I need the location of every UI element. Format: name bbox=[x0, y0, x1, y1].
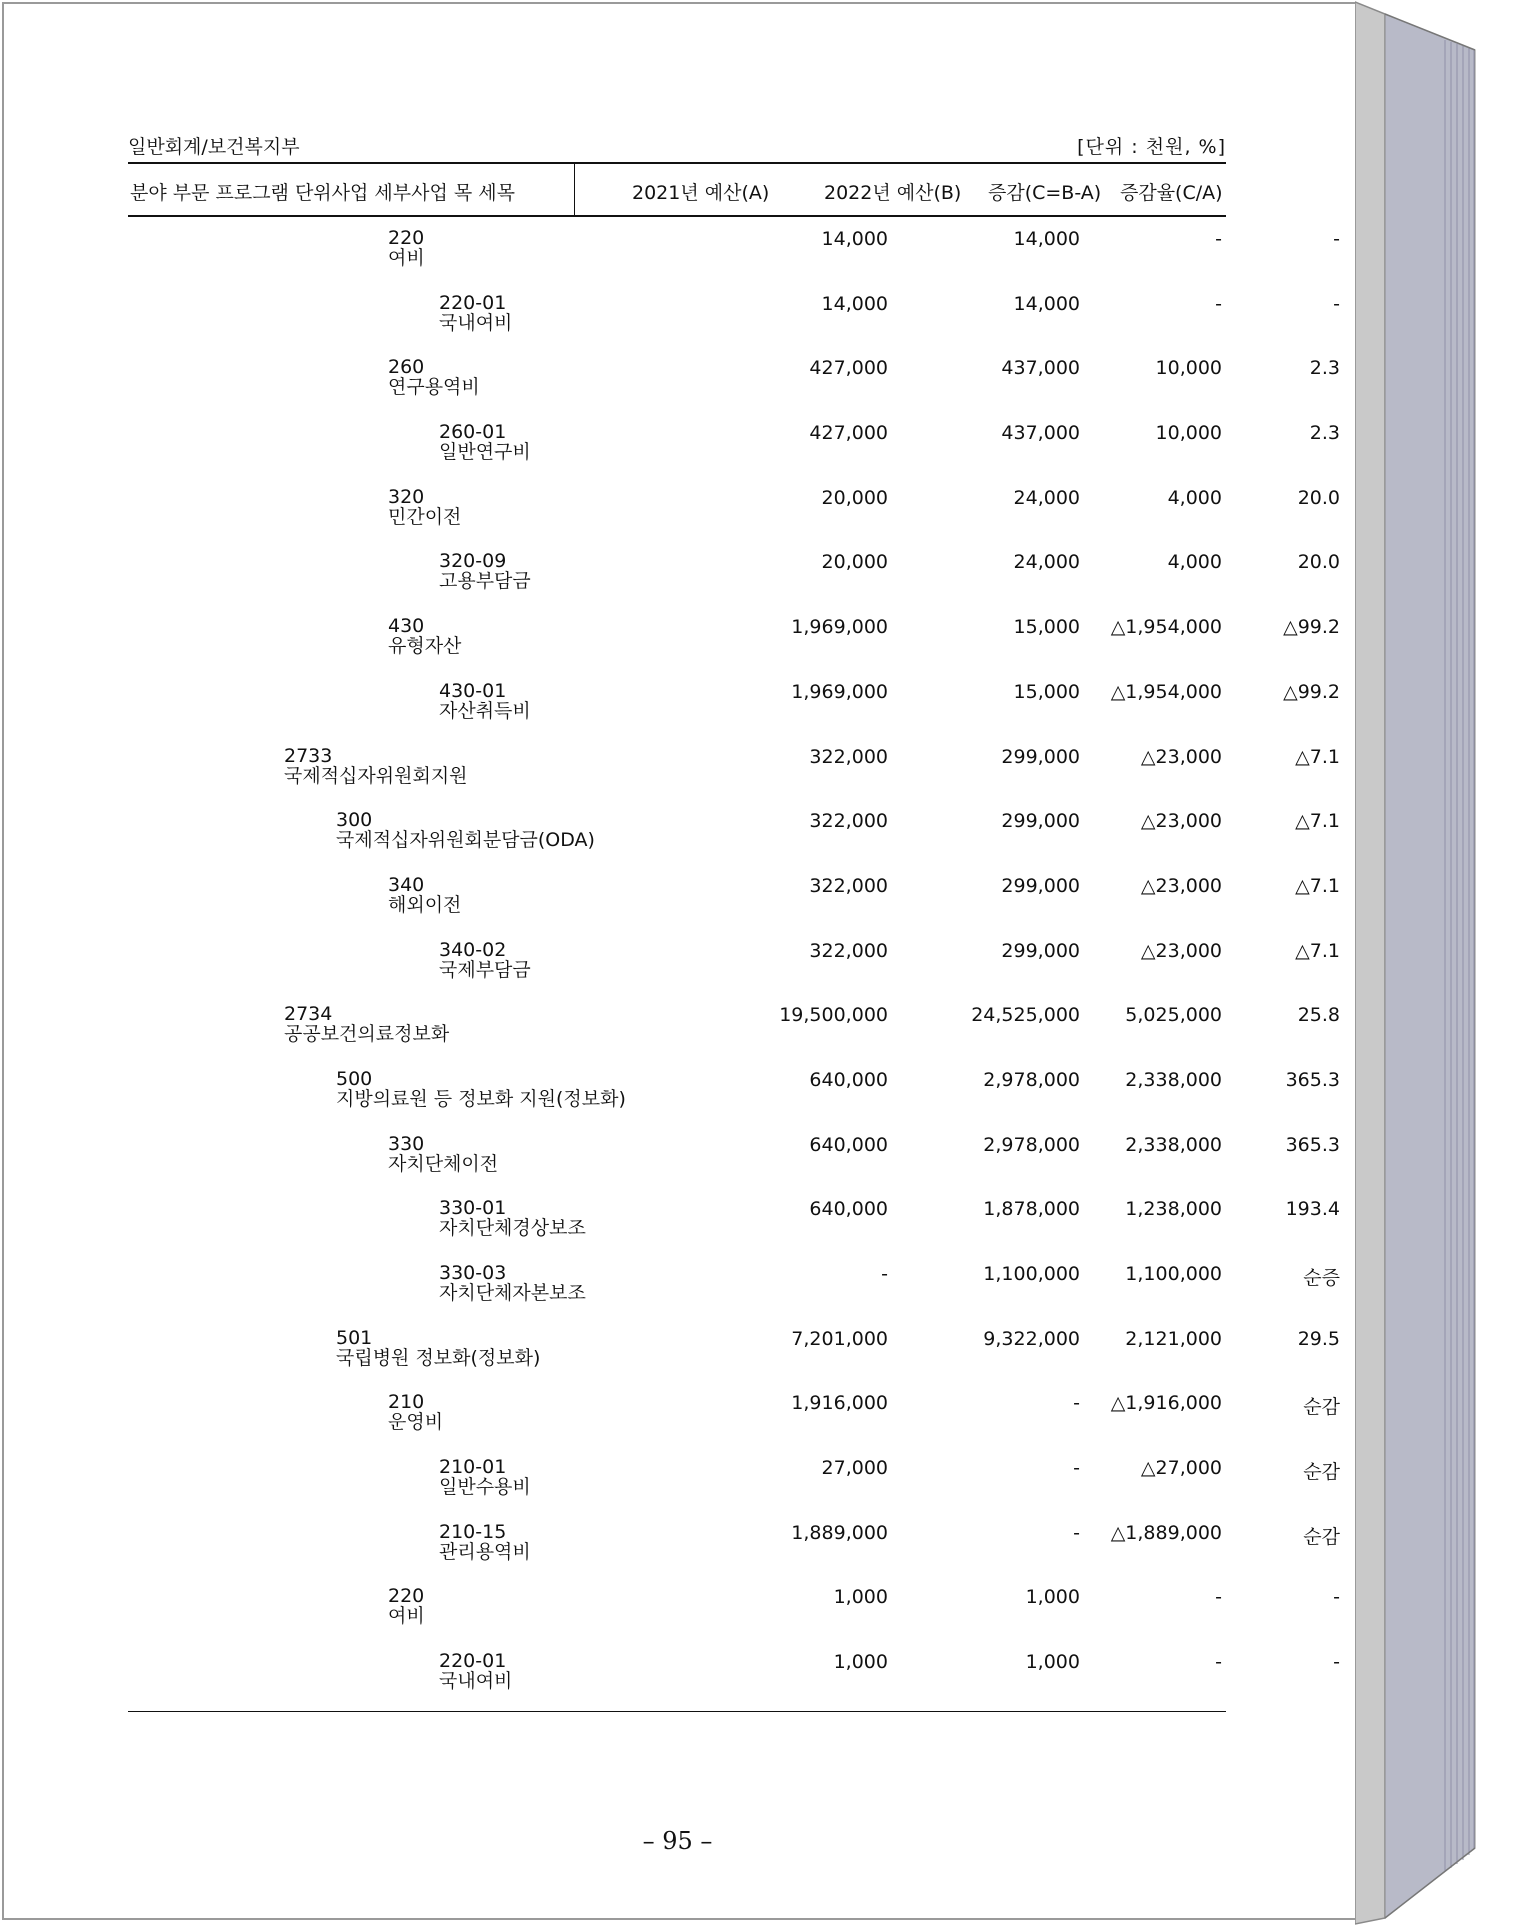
table-row bbox=[128, 998, 1340, 1063]
item-name: 일반연구비 bbox=[439, 441, 531, 464]
table-row bbox=[128, 740, 1340, 805]
change-value: 1,238,000 bbox=[1125, 1198, 1222, 1221]
change-rate-value: 29.5 bbox=[1297, 1327, 1340, 1350]
budget-2022-value: 24,525,000 bbox=[971, 1004, 1080, 1027]
budget-item bbox=[439, 1198, 586, 1238]
item-name: 공공보건의료정보화 bbox=[284, 1023, 450, 1046]
budget-2021-value: 1,916,000 bbox=[791, 1392, 888, 1415]
table-row bbox=[128, 287, 1340, 352]
item-code: 330-03 bbox=[439, 1262, 507, 1284]
change-rate-value: 순감 bbox=[1303, 1396, 1340, 1419]
change-rate-value: △7.1 bbox=[1295, 810, 1340, 833]
budget-2022-value: 2,978,000 bbox=[983, 1133, 1080, 1156]
item-code: 210-15 bbox=[439, 1520, 507, 1543]
budget-2021-value: - bbox=[881, 1263, 888, 1285]
budget-item bbox=[388, 616, 461, 656]
column-change: 증감(C=B-A) bbox=[988, 182, 1102, 204]
budget-2022-value: 1,000 bbox=[1025, 1651, 1080, 1674]
budget-item bbox=[439, 1263, 586, 1303]
table-row bbox=[128, 804, 1340, 869]
change-rate-value: 20.0 bbox=[1297, 486, 1340, 509]
change-value: △23,000 bbox=[1140, 939, 1222, 962]
change-rate-value: - bbox=[1333, 1586, 1340, 1609]
item-name: 국제적십자위원회분담금(ODA) bbox=[336, 829, 595, 852]
item-code: 260-01 bbox=[439, 421, 507, 444]
item-name: 고용부담금 bbox=[439, 570, 531, 593]
budget-item bbox=[439, 940, 531, 980]
budget-item bbox=[336, 810, 595, 850]
budget-2021-value: 27,000 bbox=[821, 1457, 888, 1480]
budget-item bbox=[388, 1134, 498, 1174]
change-rate-value: 365.3 bbox=[1285, 1068, 1340, 1091]
table-row bbox=[128, 1192, 1340, 1257]
item-name: 일반수용비 bbox=[439, 1476, 531, 1499]
table-row bbox=[128, 934, 1340, 999]
item-code: 320-09 bbox=[439, 550, 507, 573]
document-header bbox=[128, 132, 1226, 159]
table-row bbox=[128, 222, 1340, 287]
change-value: △1,954,000 bbox=[1110, 680, 1222, 703]
budget-2022-value: 437,000 bbox=[1001, 422, 1080, 445]
change-value: - bbox=[1215, 1651, 1222, 1674]
change-value: 5,025,000 bbox=[1125, 1004, 1222, 1027]
budget-2021-value: 14,000 bbox=[821, 228, 888, 250]
budget-item bbox=[439, 1522, 531, 1562]
table-row bbox=[128, 1645, 1340, 1710]
change-value: △1,889,000 bbox=[1110, 1521, 1222, 1544]
budget-2022-value: 15,000 bbox=[1013, 680, 1080, 703]
budget-2021-value: 14,000 bbox=[821, 292, 888, 315]
table-row bbox=[128, 1322, 1340, 1387]
unit-label: [단위 : 천원, %] bbox=[1077, 136, 1226, 158]
table-row bbox=[128, 416, 1340, 481]
item-name: 자치단체경상보조 bbox=[439, 1217, 586, 1240]
budget-2022-value: 24,000 bbox=[1013, 551, 1080, 574]
budget-2021-value: 322,000 bbox=[809, 810, 888, 833]
change-value: 4,000 bbox=[1167, 551, 1222, 574]
table-row bbox=[128, 1257, 1340, 1322]
change-value: 2,121,000 bbox=[1125, 1327, 1222, 1350]
table-bottom-rule bbox=[128, 1711, 1226, 1712]
item-code: 210 bbox=[388, 1391, 425, 1414]
change-value: 10,000 bbox=[1155, 422, 1222, 445]
budget-item bbox=[388, 1586, 425, 1626]
change-rate-value: - bbox=[1333, 228, 1340, 250]
change-rate-value: △99.2 bbox=[1283, 616, 1340, 639]
budget-2021-value: 640,000 bbox=[809, 1198, 888, 1221]
budget-item bbox=[336, 1328, 540, 1368]
budget-2022-value: 14,000 bbox=[1013, 292, 1080, 315]
budget-2022-value: 14,000 bbox=[1013, 228, 1080, 250]
item-code: 430-01 bbox=[439, 679, 507, 702]
change-rate-value: 2.3 bbox=[1309, 357, 1340, 380]
table-row bbox=[128, 869, 1340, 934]
column-2022-budget: 2022년 예산(B) bbox=[824, 182, 962, 204]
item-name: 지방의료원 등 정보화 지원(정보화) bbox=[336, 1087, 626, 1110]
budget-item bbox=[284, 1004, 449, 1044]
item-name: 국내여비 bbox=[439, 311, 513, 334]
item-name: 해외이전 bbox=[388, 893, 462, 916]
change-rate-value: 193.4 bbox=[1285, 1198, 1340, 1221]
budget-2022-value: 2,978,000 bbox=[983, 1068, 1080, 1091]
table-row bbox=[128, 1451, 1340, 1516]
item-code: 2734 bbox=[284, 1003, 333, 1026]
budget-2022-value: - bbox=[1073, 1392, 1080, 1415]
budget-item bbox=[388, 875, 461, 915]
item-code: 220 bbox=[388, 227, 425, 249]
item-code: 220-01 bbox=[439, 291, 507, 314]
budget-2021-value: 322,000 bbox=[809, 745, 888, 768]
budget-2021-value: 640,000 bbox=[809, 1133, 888, 1156]
change-value: 10,000 bbox=[1155, 357, 1222, 380]
change-rate-value: - bbox=[1333, 292, 1340, 315]
change-rate-value: 순증 bbox=[1303, 1267, 1340, 1289]
column-divider bbox=[574, 164, 575, 215]
column-change-rate: 증감율(C/A) bbox=[1120, 182, 1223, 204]
table-row bbox=[128, 1128, 1340, 1193]
budget-2021-value: 20,000 bbox=[821, 486, 888, 509]
table-row bbox=[128, 675, 1340, 740]
budget-2021-value: 1,889,000 bbox=[791, 1521, 888, 1544]
item-code: 220-01 bbox=[439, 1650, 507, 1673]
budget-2022-value: 1,100,000 bbox=[983, 1263, 1080, 1285]
budget-2021-value: 322,000 bbox=[809, 874, 888, 897]
table-row bbox=[128, 1580, 1340, 1645]
change-rate-value: - bbox=[1333, 1651, 1340, 1674]
item-name: 민간이전 bbox=[388, 505, 462, 528]
budget-2021-value: 7,201,000 bbox=[791, 1327, 888, 1350]
budget-2022-value: 1,878,000 bbox=[983, 1198, 1080, 1221]
column-2021-budget: 2021년 예산(A) bbox=[632, 182, 770, 204]
item-name: 여비 bbox=[388, 247, 425, 269]
budget-2021-value: 19,500,000 bbox=[779, 1004, 888, 1027]
item-code: 220 bbox=[388, 1585, 425, 1608]
change-rate-value: 순감 bbox=[1303, 1461, 1340, 1484]
item-name: 유형자산 bbox=[388, 635, 462, 658]
budget-2021-value: 427,000 bbox=[809, 422, 888, 445]
budget-2022-value: 299,000 bbox=[1001, 745, 1080, 768]
item-code: 2733 bbox=[284, 744, 333, 767]
change-value: - bbox=[1215, 1586, 1222, 1609]
budget-item bbox=[388, 357, 480, 397]
table-row bbox=[128, 610, 1340, 675]
change-rate-value: 순감 bbox=[1303, 1525, 1340, 1548]
page-number: – 95 – bbox=[642, 1827, 713, 1855]
change-rate-value: 365.3 bbox=[1285, 1133, 1340, 1156]
table-row bbox=[128, 481, 1340, 546]
table-row bbox=[128, 1063, 1340, 1128]
budget-2022-value: 437,000 bbox=[1001, 357, 1080, 380]
table-row bbox=[128, 545, 1340, 610]
item-code: 340 bbox=[388, 873, 425, 896]
budget-item bbox=[388, 487, 461, 527]
item-code: 500 bbox=[336, 1067, 373, 1090]
budget-item bbox=[388, 1392, 443, 1432]
item-name: 국제부담금 bbox=[439, 958, 531, 981]
item-code: 501 bbox=[336, 1326, 373, 1349]
item-code: 330-01 bbox=[439, 1197, 507, 1220]
item-code: 330 bbox=[388, 1132, 425, 1155]
change-value: △23,000 bbox=[1140, 810, 1222, 833]
item-code: 300 bbox=[336, 809, 373, 832]
table-header bbox=[128, 164, 1226, 215]
item-name: 자산취득비 bbox=[439, 699, 531, 722]
item-name: 국립병원 정보화(정보화) bbox=[336, 1346, 541, 1369]
table-row bbox=[128, 351, 1340, 416]
change-value: 1,100,000 bbox=[1125, 1263, 1222, 1285]
budget-2022-value: 24,000 bbox=[1013, 486, 1080, 509]
change-value: △23,000 bbox=[1140, 745, 1222, 768]
budget-2022-value: 9,322,000 bbox=[983, 1327, 1080, 1350]
item-code: 320 bbox=[388, 485, 425, 508]
table-row bbox=[128, 1386, 1340, 1451]
budget-2022-value: 15,000 bbox=[1013, 616, 1080, 639]
change-rate-value: 25.8 bbox=[1297, 1004, 1340, 1027]
change-rate-value: △7.1 bbox=[1295, 939, 1340, 962]
item-name: 자치단체이전 bbox=[388, 1152, 499, 1175]
budget-2021-value: 1,000 bbox=[833, 1651, 888, 1674]
budget-2021-value: 20,000 bbox=[821, 551, 888, 574]
budget-item bbox=[284, 746, 468, 786]
budget-2022-value: - bbox=[1073, 1457, 1080, 1480]
change-rate-value: △7.1 bbox=[1295, 874, 1340, 897]
change-value: △23,000 bbox=[1140, 874, 1222, 897]
budget-2021-value: 322,000 bbox=[809, 939, 888, 962]
budget-item bbox=[336, 1069, 626, 1109]
budget-2021-value: 640,000 bbox=[809, 1068, 888, 1091]
item-name: 연구용역비 bbox=[388, 376, 480, 399]
item-code: 340-02 bbox=[439, 938, 507, 961]
table-header-rule bbox=[128, 215, 1226, 217]
change-rate-value: △99.2 bbox=[1283, 680, 1340, 703]
item-name: 국제적십자위원회지원 bbox=[284, 764, 468, 787]
budget-item bbox=[439, 422, 531, 462]
budget-item bbox=[439, 293, 512, 333]
budget-2021-value: 1,000 bbox=[833, 1586, 888, 1609]
change-value: △27,000 bbox=[1140, 1457, 1222, 1480]
item-code: 210-01 bbox=[439, 1456, 507, 1479]
change-value: 2,338,000 bbox=[1125, 1068, 1222, 1091]
change-rate-value: 20.0 bbox=[1297, 551, 1340, 574]
change-rate-value: △7.1 bbox=[1295, 745, 1340, 768]
item-code: 430 bbox=[388, 615, 425, 638]
change-value: △1,916,000 bbox=[1110, 1392, 1222, 1415]
budget-2021-value: 1,969,000 bbox=[791, 680, 888, 703]
budget-2022-value: - bbox=[1073, 1521, 1080, 1544]
budget-item bbox=[439, 681, 531, 721]
budget-item bbox=[439, 551, 531, 591]
change-value: 2,338,000 bbox=[1125, 1133, 1222, 1156]
budget-2022-value: 1,000 bbox=[1025, 1586, 1080, 1609]
item-name: 관리용역비 bbox=[439, 1540, 531, 1563]
column-structure: 분야 부문 프로그램 단위사업 세부사업 목 세목 bbox=[130, 182, 515, 204]
item-name: 운영비 bbox=[388, 1411, 444, 1434]
item-name: 국내여비 bbox=[439, 1670, 513, 1693]
budget-item bbox=[439, 1651, 512, 1691]
change-value: - bbox=[1215, 292, 1222, 315]
budget-2021-value: 427,000 bbox=[809, 357, 888, 380]
change-rate-value: 2.3 bbox=[1309, 422, 1340, 445]
table-row bbox=[128, 1516, 1340, 1581]
book-page-edges bbox=[1355, 0, 1534, 1926]
budget-item bbox=[388, 228, 425, 268]
budget-item bbox=[439, 1457, 531, 1497]
item-name: 여비 bbox=[388, 1605, 425, 1628]
change-value: △1,954,000 bbox=[1110, 616, 1222, 639]
budget-2022-value: 299,000 bbox=[1001, 939, 1080, 962]
account-title: 일반회계/보건복지부 bbox=[128, 136, 300, 158]
change-value: 4,000 bbox=[1167, 486, 1222, 509]
item-code: 260 bbox=[388, 356, 425, 379]
budget-2022-value: 299,000 bbox=[1001, 874, 1080, 897]
budget-2022-value: 299,000 bbox=[1001, 810, 1080, 833]
item-name: 자치단체자본보조 bbox=[439, 1282, 586, 1304]
budget-table-body bbox=[128, 222, 1340, 1710]
change-value: - bbox=[1215, 228, 1222, 250]
budget-2021-value: 1,969,000 bbox=[791, 616, 888, 639]
